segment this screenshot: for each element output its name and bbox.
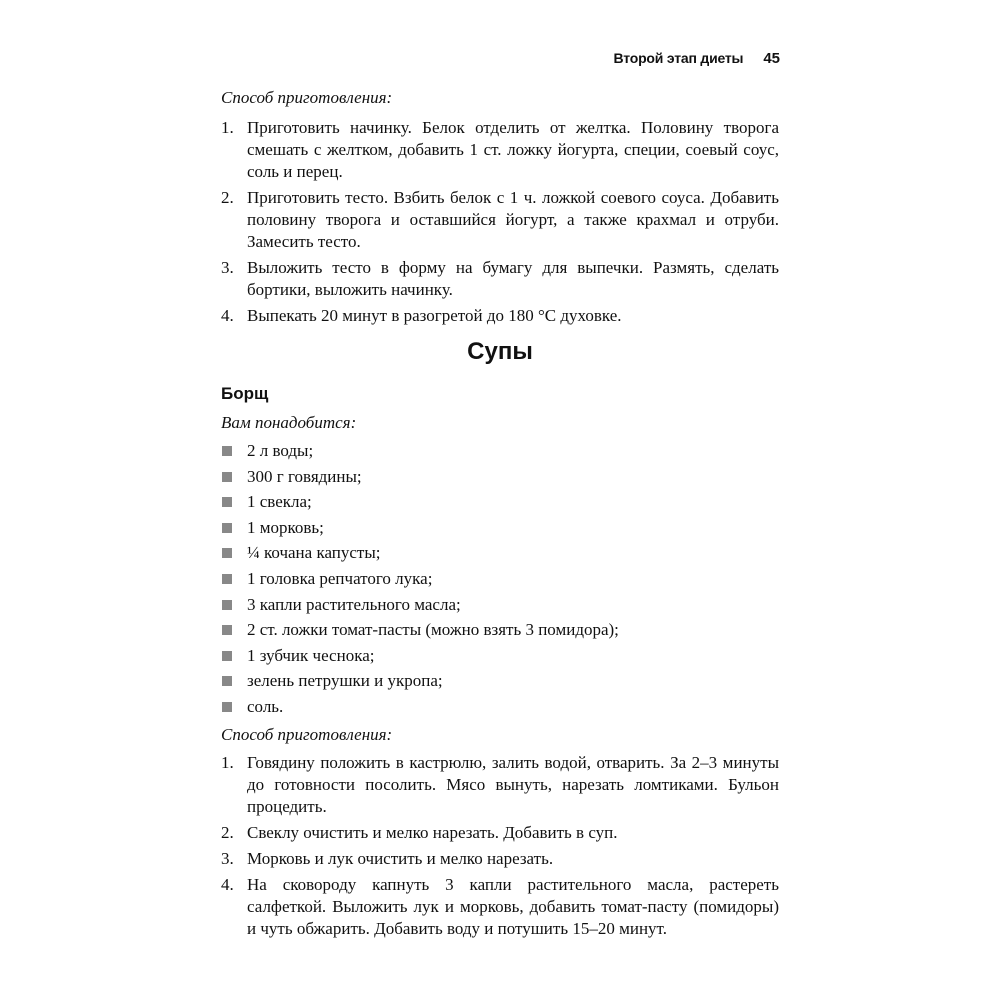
step-text: Выпекать 20 минут в разогретой до 180 °С духовке.: [247, 306, 622, 325]
ingredient-item: [221, 568, 779, 594]
step-number: 3.: [221, 848, 234, 868]
ingredient-item: [221, 440, 779, 466]
ingredient-item: [221, 619, 779, 645]
ingredients-label: Вам понадобится:: [221, 413, 357, 432]
step-text: На сковороду капнуть 3 капли растительного масла, растереть салфеткой. Выложить лук и морковь, добавить томат-пасту (помидоры) и чуть обжарить. Добавить воду и потушить 15–20 минут.: [247, 874, 779, 938]
step-number: 4.: [221, 306, 234, 325]
ingredient-text: ¼ кочана капусты;: [247, 543, 381, 563]
bullet-square-icon: [222, 600, 232, 610]
section-previous-recipe-method: [221, 87, 779, 327]
ingredient-text: 1 зубчик чеснока;: [247, 645, 375, 665]
step-number: 1.: [221, 752, 234, 772]
method-step: [221, 187, 779, 253]
method-steps: [221, 752, 779, 940]
bullet-square-icon: [222, 548, 232, 558]
ingredient-text: 2 ст. ложки томат-пасты (можно взять 3 помидора);: [247, 620, 619, 640]
method-step: [221, 848, 779, 870]
step-number: 2.: [221, 822, 234, 842]
page-number: 45: [763, 50, 780, 67]
bullet-square-icon: [222, 472, 232, 482]
chapter-title: Супы: [467, 338, 533, 365]
step-number: 1.: [221, 118, 234, 137]
step-text: Выложить тесто в форму на бумагу для выпечки. Размять, сделать бортики, выложить начинку.: [247, 258, 779, 299]
method-step: [221, 305, 779, 327]
ingredient-text: 1 головка репчатого лука;: [247, 568, 433, 588]
step-text: Морковь и лук очистить и мелко нарезать.: [247, 848, 554, 868]
ingredient-text: 2 л воды;: [247, 441, 314, 460]
ingredient-item: [221, 517, 779, 543]
method-step: [221, 874, 779, 940]
ingredient-text: 300 г говядины;: [247, 466, 362, 486]
running-header: [600, 50, 780, 70]
ingredient-text: 1 морковь;: [247, 517, 324, 537]
recipe-title: Борщ: [221, 384, 269, 403]
bullet-square-icon: [222, 625, 232, 635]
running-header-title: Второй этап диеты: [613, 50, 744, 66]
method-step: [221, 752, 779, 818]
bullet-square-icon: [222, 497, 232, 507]
step-number: 4.: [221, 874, 234, 894]
method-label: Способ приготовления:: [221, 88, 393, 107]
bullet-square-icon: [222, 574, 232, 584]
step-number: 3.: [221, 258, 234, 277]
step-text: Приготовить тесто. Взбить белок с 1 ч. ложкой соевого соуса. Добавить половину творога и оставшийся йогурт, а также крахмал и отруби. Замесить тесто.: [247, 188, 779, 251]
method-label: Способ приготовления:: [221, 724, 393, 744]
method-step: [221, 822, 779, 844]
ingredient-text: 1 свекла;: [247, 492, 312, 512]
step-text: Приготовить начинку. Белок отделить от желтка. Половину творога смешать с желтком, добавить 1 ст. ложку йогурта, специи, соевый соус, соль и перец.: [247, 118, 779, 181]
method-steps: [221, 117, 779, 327]
ingredient-item: [221, 645, 779, 671]
bullet-square-icon: [222, 523, 232, 533]
bullet-square-icon: [222, 676, 232, 686]
bullet-square-icon: [222, 702, 232, 712]
step-text: Говядину положить в кастрюлю, залить водой, отварить. За 2–3 минуты до готовности посолить. Мясо вынуть, нарезать ломтиками. Бульон процедить.: [247, 752, 779, 816]
ingredient-text: соль.: [247, 696, 284, 716]
bullet-square-icon: [222, 446, 232, 456]
ingredient-item: [221, 696, 779, 722]
ingredient-item: [221, 670, 779, 696]
method-step: [221, 117, 779, 183]
step-text: Свеклу очистить и мелко нарезать. Добавить в суп.: [247, 822, 618, 842]
recipe-borscht: [221, 384, 779, 940]
method-step: [221, 257, 779, 301]
ingredient-text: зелень петрушки и укропа;: [247, 671, 443, 691]
ingredient-item: [221, 491, 779, 517]
bullet-square-icon: [222, 651, 232, 661]
ingredient-item: [221, 466, 779, 492]
ingredient-text: 3 капли растительного масла;: [247, 594, 461, 614]
ingredient-item: [221, 594, 779, 620]
ingredient-item: [221, 542, 779, 568]
step-number: 2.: [221, 188, 234, 207]
ingredients-list: [221, 440, 779, 722]
